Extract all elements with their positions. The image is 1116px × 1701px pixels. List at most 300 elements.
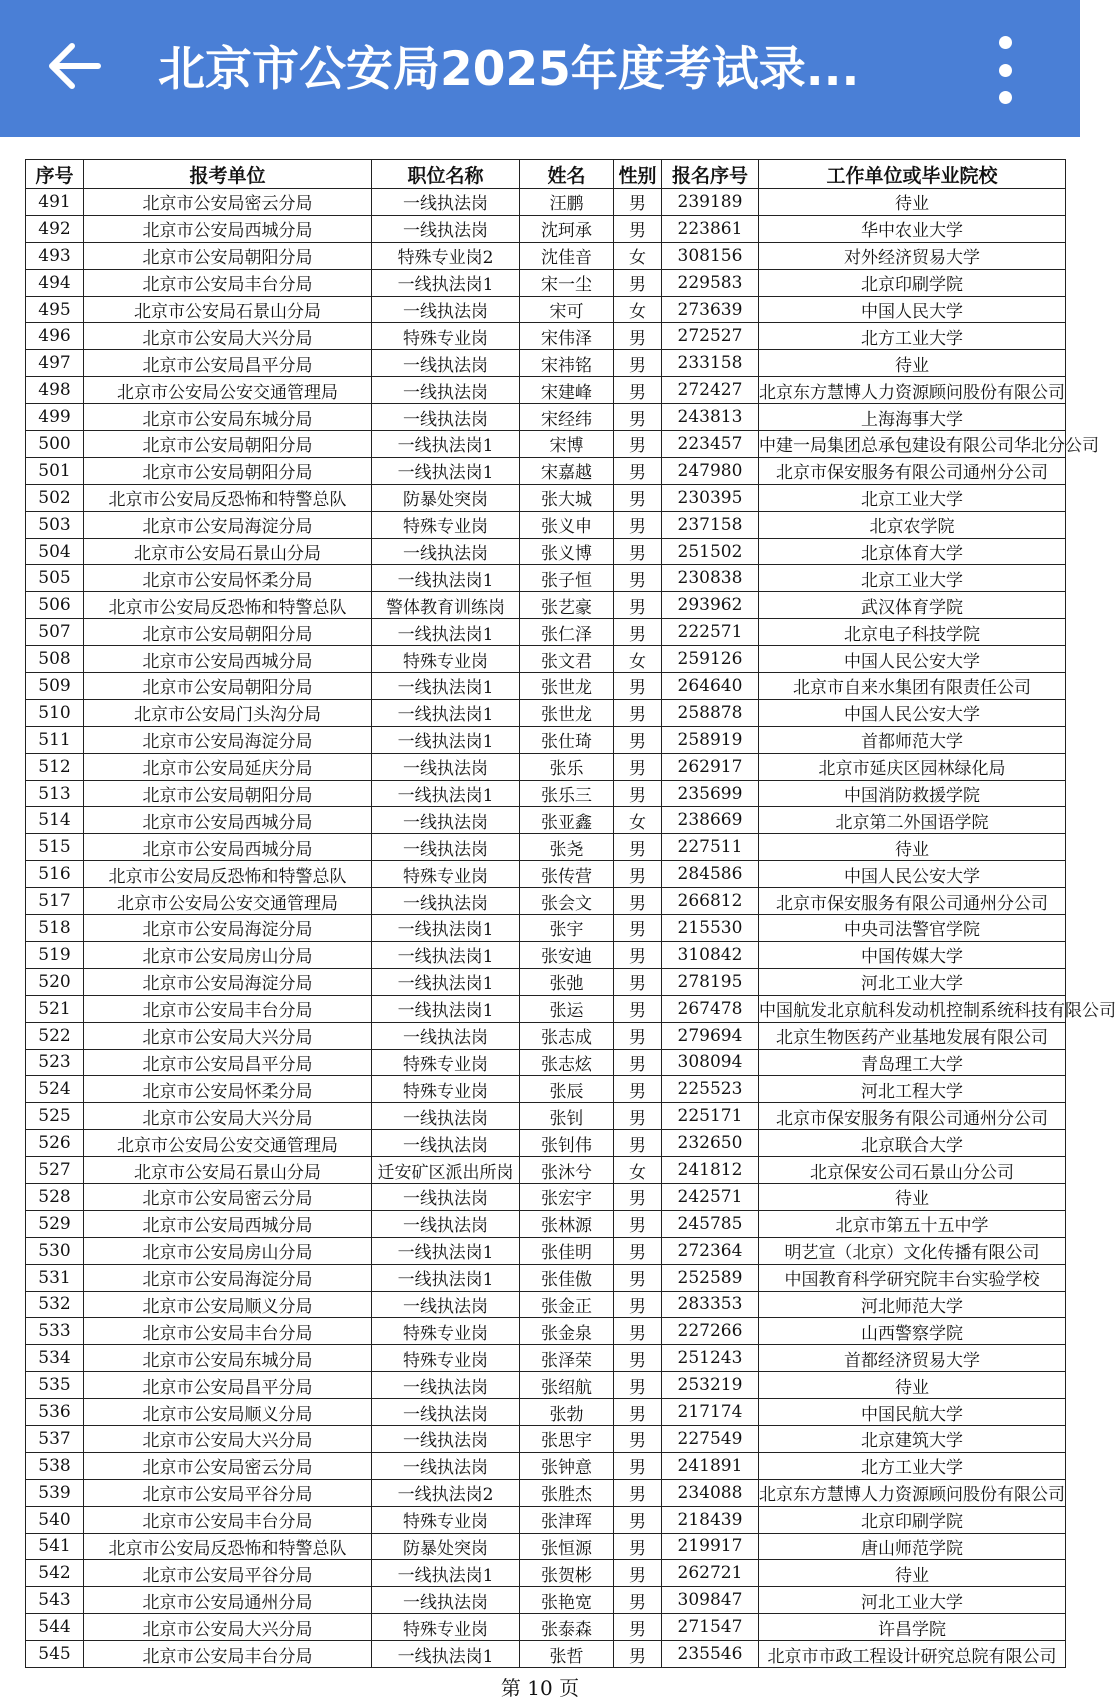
table-row — [26, 323, 1066, 350]
cell-gender: 男 — [614, 538, 662, 565]
cell-name: 张文君 — [520, 646, 614, 673]
cell-school: 北京建筑大学 — [759, 1425, 1066, 1452]
cell-position: 一线执法岗 — [372, 189, 520, 216]
cell-name: 宋可 — [520, 296, 614, 323]
cell-position: 特殊专业岗 — [372, 1049, 520, 1076]
cell-school: 北京印刷学院 — [759, 1506, 1066, 1533]
cell-gender: 男 — [614, 1506, 662, 1533]
cell-school: 待业 — [759, 1560, 1066, 1587]
cell-registration: 230838 — [662, 565, 759, 592]
cell-registration: 235699 — [662, 780, 759, 807]
cell-gender: 男 — [614, 1291, 662, 1318]
cell-name: 张志成 — [520, 1022, 614, 1049]
cell-position: 一线执法岗 — [372, 1130, 520, 1157]
cell-gender: 女 — [614, 296, 662, 323]
cell-name: 张佳傲 — [520, 1264, 614, 1291]
table-row — [26, 807, 1066, 834]
cell-position: 一线执法岗 — [372, 350, 520, 377]
cell-position: 一线执法岗1 — [372, 915, 520, 942]
cell-unit: 北京市公安局朝阳分局 — [84, 673, 372, 700]
app-bar — [0, 0, 1080, 137]
cell-unit: 北京市公安局延庆分局 — [84, 753, 372, 780]
table-row — [26, 269, 1066, 296]
cell-gender: 男 — [614, 431, 662, 458]
cell-school: 北京电子科技学院 — [759, 619, 1066, 646]
cell-registration: 266812 — [662, 888, 759, 915]
cell-school: 对外经济贸易大学 — [759, 242, 1066, 269]
cell-name: 张勃 — [520, 1399, 614, 1426]
cell-registration: 218439 — [662, 1506, 759, 1533]
header-position: 职位名称 — [372, 160, 520, 189]
cell-name: 张津珲 — [520, 1506, 614, 1533]
cell-registration: 245785 — [662, 1210, 759, 1237]
cell-index: 504 — [26, 538, 84, 565]
cell-position: 一线执法岗1 — [372, 941, 520, 968]
table-row — [26, 215, 1066, 242]
cell-name: 张贺彬 — [520, 1560, 614, 1587]
cell-school: 河北工程大学 — [759, 1076, 1066, 1103]
cell-unit: 北京市公安局房山分局 — [84, 1237, 372, 1264]
cell-index: 525 — [26, 1103, 84, 1130]
cell-gender: 男 — [614, 834, 662, 861]
cell-name: 沈珂承 — [520, 215, 614, 242]
cell-unit: 北京市公安局顺义分局 — [84, 1399, 372, 1426]
cell-index: 521 — [26, 995, 84, 1022]
cell-name: 张弛 — [520, 968, 614, 995]
cell-name: 张林源 — [520, 1210, 614, 1237]
cell-registration: 284586 — [662, 861, 759, 888]
cell-unit: 北京市公安局大兴分局 — [84, 1425, 372, 1452]
cell-index: 541 — [26, 1533, 84, 1560]
cell-name: 宋嘉越 — [520, 457, 614, 484]
cell-name: 宋伟泽 — [520, 323, 614, 350]
cell-registration: 283353 — [662, 1291, 759, 1318]
more-vertical-icon — [999, 36, 1012, 49]
cell-unit: 北京市公安局石景山分局 — [84, 296, 372, 323]
cell-unit: 北京市公安局丰台分局 — [84, 1641, 372, 1668]
table-row — [26, 995, 1066, 1022]
table-row — [26, 1560, 1066, 1587]
cell-school: 中国航发北京航科发动机控制系统科技有限公司 — [759, 995, 1066, 1022]
cell-registration: 310842 — [662, 941, 759, 968]
cell-school: 北京市保安服务有限公司通州分公司 — [759, 888, 1066, 915]
cell-registration: 253219 — [662, 1372, 759, 1399]
cell-name: 张佳明 — [520, 1237, 614, 1264]
cell-name: 张金正 — [520, 1291, 614, 1318]
cell-index: 524 — [26, 1076, 84, 1103]
cell-gender: 女 — [614, 646, 662, 673]
table-row — [26, 1452, 1066, 1479]
cell-unit: 北京市公安局怀柔分局 — [84, 1076, 372, 1103]
cell-index: 539 — [26, 1479, 84, 1506]
page-title: 北京市公安局2025年度考试录... — [158, 42, 860, 97]
cell-gender: 男 — [614, 377, 662, 404]
header-unit: 报考单位 — [84, 160, 372, 189]
table-row — [26, 646, 1066, 673]
cell-school: 上海海事大学 — [759, 404, 1066, 431]
table-row — [26, 484, 1066, 511]
cell-name: 宋经纬 — [520, 404, 614, 431]
table-row — [26, 1479, 1066, 1506]
cell-unit: 北京市公安局大兴分局 — [84, 1022, 372, 1049]
cell-registration: 262721 — [662, 1560, 759, 1587]
cell-school: 中国人民大学 — [759, 296, 1066, 323]
cell-unit: 北京市公安局丰台分局 — [84, 995, 372, 1022]
cell-index: 523 — [26, 1049, 84, 1076]
cell-school: 北京市第五十五中学 — [759, 1210, 1066, 1237]
back-button[interactable] — [38, 30, 110, 102]
cell-index: 510 — [26, 699, 84, 726]
header-name: 姓名 — [520, 160, 614, 189]
table-row — [26, 1183, 1066, 1210]
cell-school: 中国人民公安大学 — [759, 699, 1066, 726]
cell-index: 498 — [26, 377, 84, 404]
cell-registration: 223457 — [662, 431, 759, 458]
cell-name: 张传营 — [520, 861, 614, 888]
cell-gender: 男 — [614, 968, 662, 995]
cell-gender: 男 — [614, 915, 662, 942]
table-row — [26, 1130, 1066, 1157]
table-row — [26, 1399, 1066, 1426]
cell-gender: 男 — [614, 1452, 662, 1479]
cell-index: 495 — [26, 296, 84, 323]
cell-index: 502 — [26, 484, 84, 511]
cell-school: 北方工业大学 — [759, 1452, 1066, 1479]
table-row — [26, 619, 1066, 646]
cell-name: 张仁泽 — [520, 619, 614, 646]
cell-index: 542 — [26, 1560, 84, 1587]
cell-name: 张钊伟 — [520, 1130, 614, 1157]
cell-gender: 男 — [614, 1533, 662, 1560]
cell-unit: 北京市公安局昌平分局 — [84, 350, 372, 377]
table-row — [26, 780, 1066, 807]
cell-school: 明艺宣（北京）文化传播有限公司 — [759, 1237, 1066, 1264]
cell-position: 一线执法岗 — [372, 1425, 520, 1452]
cell-position: 一线执法岗 — [372, 888, 520, 915]
cell-index: 526 — [26, 1130, 84, 1157]
cell-school: 中国教育科学研究院丰台实验学校 — [759, 1264, 1066, 1291]
cell-name: 张金泉 — [520, 1318, 614, 1345]
cell-index: 509 — [26, 673, 84, 700]
cell-index: 516 — [26, 861, 84, 888]
table-row — [26, 1157, 1066, 1184]
cell-position: 一线执法岗 — [372, 296, 520, 323]
table-row — [26, 1291, 1066, 1318]
cell-name: 张运 — [520, 995, 614, 1022]
arrow-left-icon — [46, 42, 102, 90]
cell-unit: 北京市公安局朝阳分局 — [84, 242, 372, 269]
cell-position: 特殊专业岗 — [372, 1506, 520, 1533]
table-row — [26, 189, 1066, 216]
cell-position: 一线执法岗1 — [372, 1237, 520, 1264]
table-row — [26, 242, 1066, 269]
cell-position: 一线执法岗1 — [372, 565, 520, 592]
cell-name: 宋博 — [520, 431, 614, 458]
cell-gender: 女 — [614, 242, 662, 269]
cell-school: 待业 — [759, 834, 1066, 861]
cell-school: 待业 — [759, 350, 1066, 377]
cell-position: 一线执法岗1 — [372, 673, 520, 700]
cell-gender: 女 — [614, 1157, 662, 1184]
cell-registration: 252589 — [662, 1264, 759, 1291]
document-page — [25, 159, 1116, 1668]
cell-name: 张哲 — [520, 1641, 614, 1668]
cell-gender: 男 — [614, 350, 662, 377]
cell-name: 张尧 — [520, 834, 614, 861]
table-row — [26, 457, 1066, 484]
cell-school: 北京保安公司石景山分公司 — [759, 1157, 1066, 1184]
cell-name: 张艳宽 — [520, 1587, 614, 1614]
cell-registration: 259126 — [662, 646, 759, 673]
cell-index: 536 — [26, 1399, 84, 1426]
cell-index: 518 — [26, 915, 84, 942]
cell-unit: 北京市公安局石景山分局 — [84, 538, 372, 565]
cell-registration: 273639 — [662, 296, 759, 323]
cell-gender: 男 — [614, 1076, 662, 1103]
cell-gender: 女 — [614, 807, 662, 834]
cell-position: 特殊专业岗2 — [372, 242, 520, 269]
cell-index: 503 — [26, 511, 84, 538]
cell-registration: 227549 — [662, 1425, 759, 1452]
cell-unit: 北京市公安局密云分局 — [84, 1183, 372, 1210]
cell-gender: 男 — [614, 1264, 662, 1291]
cell-unit: 北京市公安局房山分局 — [84, 941, 372, 968]
cell-position: 一线执法岗 — [372, 834, 520, 861]
cell-gender: 男 — [614, 457, 662, 484]
cell-name: 宋一尘 — [520, 269, 614, 296]
cell-index: 519 — [26, 941, 84, 968]
cell-name: 张志炫 — [520, 1049, 614, 1076]
cell-gender: 男 — [614, 1399, 662, 1426]
admission-table — [25, 159, 1116, 1668]
cell-unit: 北京市公安局西城分局 — [84, 215, 372, 242]
cell-unit: 北京市公安局西城分局 — [84, 834, 372, 861]
cell-registration: 309847 — [662, 1587, 759, 1614]
header-gender: 性别 — [614, 160, 662, 189]
cell-registration: 227511 — [662, 834, 759, 861]
cell-index: 517 — [26, 888, 84, 915]
cell-school: 中国消防救援学院 — [759, 780, 1066, 807]
cell-position: 一线执法岗1 — [372, 968, 520, 995]
cell-unit: 北京市公安局东城分局 — [84, 1345, 372, 1372]
cell-index: 530 — [26, 1237, 84, 1264]
cell-unit: 北京市公安局海淀分局 — [84, 511, 372, 538]
table-row — [26, 834, 1066, 861]
cell-name: 张钟意 — [520, 1452, 614, 1479]
cell-registration: 227266 — [662, 1318, 759, 1345]
cell-index: 505 — [26, 565, 84, 592]
table-header-row — [26, 160, 1066, 189]
cell-index: 538 — [26, 1452, 84, 1479]
cell-name: 张乐三 — [520, 780, 614, 807]
cell-position: 一线执法岗1 — [372, 431, 520, 458]
cell-registration: 225171 — [662, 1103, 759, 1130]
cell-name: 张宇 — [520, 915, 614, 942]
cell-unit: 北京市公安局西城分局 — [84, 1210, 372, 1237]
cell-school: 北京东方慧博人力资源顾问股份有限公司 — [759, 1479, 1066, 1506]
cell-registration: 238669 — [662, 807, 759, 834]
cell-school: 中国人民公安大学 — [759, 646, 1066, 673]
cell-registration: 264640 — [662, 673, 759, 700]
cell-gender: 男 — [614, 861, 662, 888]
cell-gender: 男 — [614, 780, 662, 807]
cell-name: 张义申 — [520, 511, 614, 538]
cell-unit: 北京市公安局大兴分局 — [84, 323, 372, 350]
cell-unit: 北京市公安局海淀分局 — [84, 726, 372, 753]
cell-position: 一线执法岗 — [372, 1022, 520, 1049]
cell-name: 汪鹏 — [520, 189, 614, 216]
cell-registration: 225523 — [662, 1076, 759, 1103]
cell-school: 华中农业大学 — [759, 215, 1066, 242]
cell-registration: 219917 — [662, 1533, 759, 1560]
cell-school: 青岛理工大学 — [759, 1049, 1066, 1076]
cell-gender: 男 — [614, 323, 662, 350]
cell-school: 许昌学院 — [759, 1614, 1066, 1641]
cell-position: 特殊专业岗 — [372, 323, 520, 350]
cell-name: 张安迪 — [520, 941, 614, 968]
cell-gender: 男 — [614, 189, 662, 216]
table-row — [26, 753, 1066, 780]
cell-unit: 北京市公安局反恐怖和特警总队 — [84, 861, 372, 888]
cell-position: 一线执法岗1 — [372, 269, 520, 296]
more-options-button[interactable] — [985, 36, 1025, 104]
cell-gender: 男 — [614, 1345, 662, 1372]
cell-registration: 243813 — [662, 404, 759, 431]
cell-position: 一线执法岗1 — [372, 780, 520, 807]
cell-unit: 北京市公安局平谷分局 — [84, 1560, 372, 1587]
cell-gender: 男 — [614, 1237, 662, 1264]
cell-gender: 男 — [614, 1103, 662, 1130]
cell-unit: 北京市公安局丰台分局 — [84, 1506, 372, 1533]
cell-unit: 北京市公安局大兴分局 — [84, 1614, 372, 1641]
cell-school: 首都师范大学 — [759, 726, 1066, 753]
cell-index: 528 — [26, 1183, 84, 1210]
cell-school: 待业 — [759, 1372, 1066, 1399]
table-row — [26, 1641, 1066, 1668]
cell-unit: 北京市公安局昌平分局 — [84, 1372, 372, 1399]
cell-index: 514 — [26, 807, 84, 834]
cell-name: 张世龙 — [520, 699, 614, 726]
cell-unit: 北京市公安局通州分局 — [84, 1587, 372, 1614]
cell-unit: 北京市公安局反恐怖和特警总队 — [84, 1533, 372, 1560]
cell-school: 北京联合大学 — [759, 1130, 1066, 1157]
header-index: 序号 — [26, 160, 84, 189]
cell-position: 一线执法岗 — [372, 1291, 520, 1318]
cell-name: 张艺豪 — [520, 592, 614, 619]
table-row — [26, 404, 1066, 431]
cell-name: 张大城 — [520, 484, 614, 511]
cell-name: 张会文 — [520, 888, 614, 915]
cell-index: 534 — [26, 1345, 84, 1372]
cell-registration: 272427 — [662, 377, 759, 404]
cell-index: 507 — [26, 619, 84, 646]
table-row — [26, 1076, 1066, 1103]
cell-registration: 258878 — [662, 699, 759, 726]
cell-index: 543 — [26, 1587, 84, 1614]
table-row — [26, 431, 1066, 458]
cell-unit: 北京市公安局顺义分局 — [84, 1291, 372, 1318]
cell-gender: 男 — [614, 484, 662, 511]
cell-registration: 242571 — [662, 1183, 759, 1210]
table-row — [26, 673, 1066, 700]
cell-index: 522 — [26, 1022, 84, 1049]
cell-name: 张义博 — [520, 538, 614, 565]
cell-gender: 男 — [614, 1560, 662, 1587]
table-row — [26, 1372, 1066, 1399]
table-row — [26, 1614, 1066, 1641]
cell-gender: 男 — [614, 753, 662, 780]
cell-name: 张恒源 — [520, 1533, 614, 1560]
cell-registration: 217174 — [662, 1399, 759, 1426]
cell-index: 527 — [26, 1157, 84, 1184]
cell-name: 张泽荣 — [520, 1345, 614, 1372]
cell-index: 515 — [26, 834, 84, 861]
cell-gender: 男 — [614, 565, 662, 592]
table-row — [26, 1533, 1066, 1560]
cell-index: 520 — [26, 968, 84, 995]
cell-position: 一线执法岗 — [372, 1587, 520, 1614]
cell-unit: 北京市公安局海淀分局 — [84, 968, 372, 995]
cell-gender: 男 — [614, 1614, 662, 1641]
cell-index: 532 — [26, 1291, 84, 1318]
cell-name: 宋建峰 — [520, 377, 614, 404]
cell-unit: 北京市公安局公安交通管理局 — [84, 377, 372, 404]
table-row — [26, 915, 1066, 942]
cell-gender: 男 — [614, 1641, 662, 1668]
cell-index: 535 — [26, 1372, 84, 1399]
cell-school: 北京市自来水集团有限责任公司 — [759, 673, 1066, 700]
cell-index: 493 — [26, 242, 84, 269]
cell-position: 一线执法岗2 — [372, 1479, 520, 1506]
cell-school: 北京农学院 — [759, 511, 1066, 538]
cell-registration: 293962 — [662, 592, 759, 619]
cell-registration: 267478 — [662, 995, 759, 1022]
cell-index: 508 — [26, 646, 84, 673]
cell-school: 待业 — [759, 1183, 1066, 1210]
cell-gender: 男 — [614, 888, 662, 915]
cell-gender: 男 — [614, 1130, 662, 1157]
page-number: 第 10 页 — [500, 1676, 580, 1700]
cell-registration: 229583 — [662, 269, 759, 296]
cell-index: 494 — [26, 269, 84, 296]
cell-position: 一线执法岗 — [372, 1372, 520, 1399]
cell-unit: 北京市公安局反恐怖和特警总队 — [84, 484, 372, 511]
cell-position: 一线执法岗 — [372, 377, 520, 404]
cell-registration: 237158 — [662, 511, 759, 538]
cell-unit: 北京市公安局朝阳分局 — [84, 431, 372, 458]
cell-position: 一线执法岗1 — [372, 1264, 520, 1291]
cell-registration: 230395 — [662, 484, 759, 511]
cell-position: 迁安矿区派出所岗 — [372, 1157, 520, 1184]
cell-position: 防暴处突岗 — [372, 1533, 520, 1560]
cell-gender: 男 — [614, 995, 662, 1022]
table-row — [26, 592, 1066, 619]
cell-index: 512 — [26, 753, 84, 780]
cell-registration: 234088 — [662, 1479, 759, 1506]
cell-unit: 北京市公安局西城分局 — [84, 807, 372, 834]
cell-name: 张仕琦 — [520, 726, 614, 753]
cell-gender: 男 — [614, 404, 662, 431]
cell-school: 北京市延庆区园林绿化局 — [759, 753, 1066, 780]
cell-name: 张乐 — [520, 753, 614, 780]
table-row — [26, 1210, 1066, 1237]
cell-school: 北京市保安服务有限公司通州分公司 — [759, 457, 1066, 484]
cell-index: 513 — [26, 780, 84, 807]
cell-school: 北京工业大学 — [759, 484, 1066, 511]
cell-gender: 男 — [614, 1049, 662, 1076]
table-row — [26, 968, 1066, 995]
cell-index: 529 — [26, 1210, 84, 1237]
